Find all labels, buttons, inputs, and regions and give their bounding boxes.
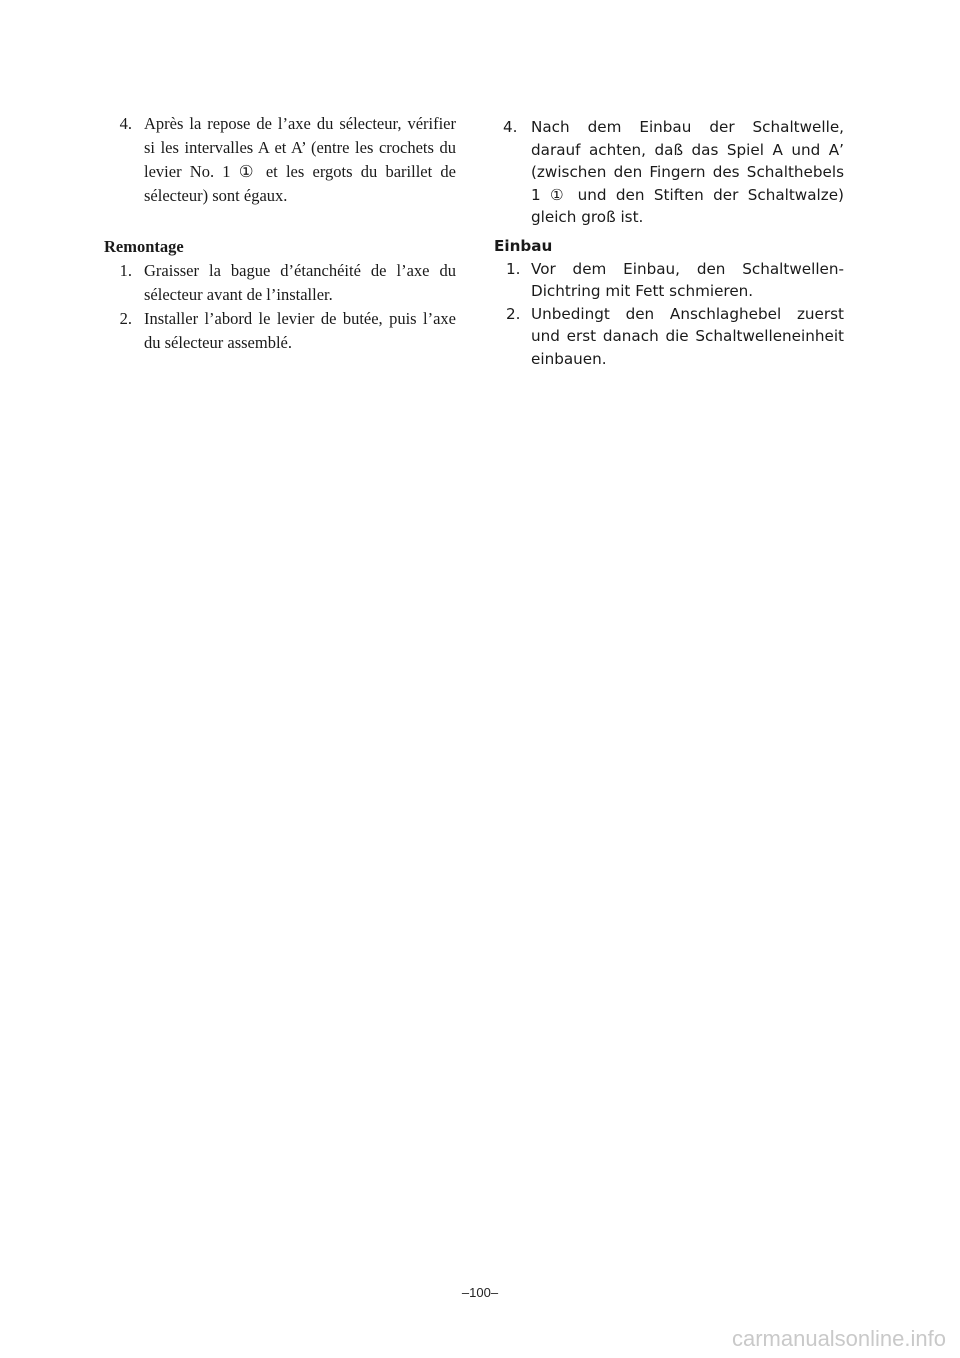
german-heading: Einbau bbox=[494, 236, 553, 255]
item-text: Installer l’abord le levier de butée, puis l’axe du sélecteur assemblé. bbox=[144, 309, 456, 352]
german-column bbox=[494, 116, 844, 371]
item-number: 1. bbox=[506, 259, 521, 278]
french-heading: Remontage bbox=[104, 237, 184, 256]
step-number: 4. bbox=[503, 118, 518, 136]
french-column bbox=[104, 112, 456, 355]
item-text: Graisser la bague d’étanchéité de l’axe du sélecteur avant de l’installer. bbox=[144, 261, 456, 304]
french-step-4 bbox=[104, 112, 456, 208]
item-number: 2. bbox=[119, 309, 132, 328]
german-item-2 bbox=[494, 303, 844, 371]
german-item-1 bbox=[494, 258, 844, 303]
watermark: carmanualsonline.info bbox=[731, 1326, 946, 1351]
step-text: Nach dem Einbau der Schaltwelle, darauf achten, daß das Spiel A und A’ (zwischen den Fingern des Schalthebels 1 ① und den Stiften der Schaltwalze) gleich groß ist. bbox=[531, 118, 844, 227]
step-text: Après la repose de l’axe du sélecteur, vérifier si les intervalles A et A’ (entre les crochets du levier No. 1 ① et les ergots du barillet de sélecteur) sont égaux. bbox=[144, 114, 456, 205]
french-item-1 bbox=[104, 259, 456, 307]
item-text: Unbedingt den Anschlaghebel zuerst und erst danach die Schaltwelleneinheit einbauen. bbox=[531, 304, 844, 368]
item-number: 2. bbox=[506, 304, 521, 323]
item-number: 1. bbox=[119, 261, 132, 280]
page-number: –100– bbox=[461, 1285, 499, 1300]
step-number: 4. bbox=[119, 114, 132, 133]
german-step-4 bbox=[494, 116, 844, 229]
french-item-2 bbox=[104, 307, 456, 355]
item-text: Vor dem Einbau, den Schaltwellen-Dichtring mit Fett schmieren. bbox=[531, 259, 844, 301]
